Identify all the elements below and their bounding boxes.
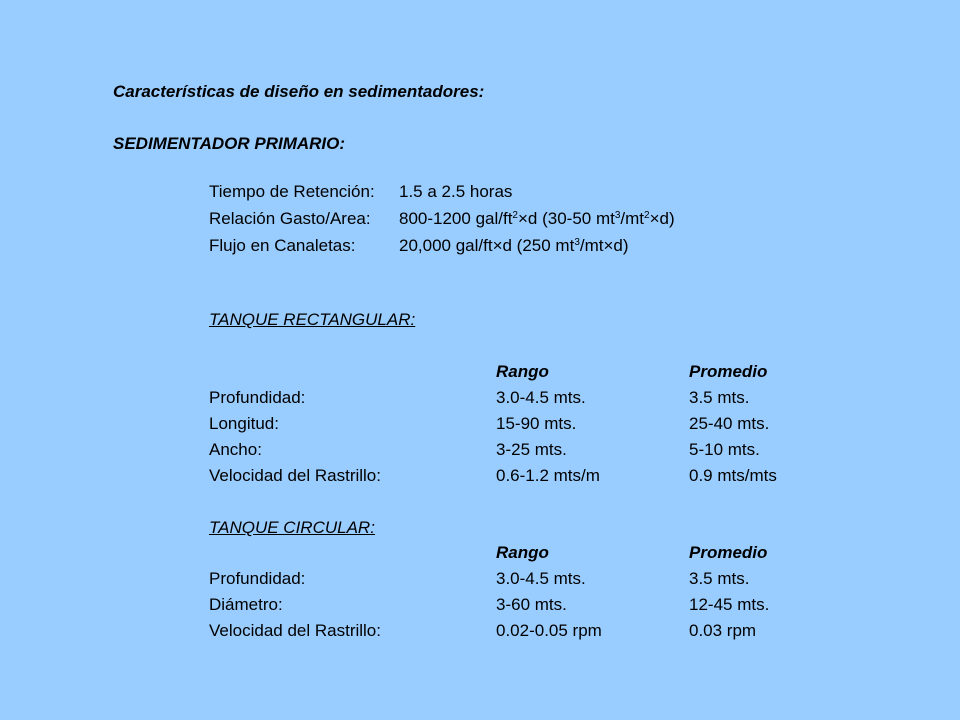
param-value-retention: 1.5 a 2.5 horas — [399, 182, 513, 201]
rect-row-average: 25-40 mts. — [689, 414, 770, 433]
rect-row-label: Velocidad del Rastrillo: — [209, 466, 381, 485]
param-label-retention: Tiempo de Retención: — [209, 182, 375, 201]
circ-row-label: Diámetro: — [209, 595, 283, 614]
param-value-flow-area: 800-1200 gal/$ft^2\times d$ (30-50 $mt^3/mt^2\times d$) — [399, 209, 675, 228]
circ-row-label: Profundidad: — [209, 569, 306, 588]
circ-row-average: 3.5 mts. — [689, 569, 750, 588]
circ-row-average: 12-45 mts. — [689, 595, 770, 614]
rect-tank-heading: TANQUE RECTANGULAR: — [209, 310, 416, 329]
circ-row-range: 0.02-0.05 rpm — [496, 621, 602, 640]
rect-row-average: 5-10 mts. — [689, 440, 760, 459]
rect-row-range: 0.6-1.2 mts/m — [496, 466, 600, 485]
circ-col-average: Promedio — [689, 543, 768, 562]
rect-row-label: Profundidad: — [209, 388, 306, 407]
page-title: Características de diseño en sedimentadores: — [113, 82, 485, 101]
rect-col-range: Rango — [496, 362, 549, 381]
rect-row-average: 3.5 mts. — [689, 388, 750, 407]
circ-row-range: 3.0-4.5 mts. — [496, 569, 586, 588]
circ-col-range: Rango — [496, 543, 549, 562]
section-heading-primary: SEDIMENTADOR PRIMARIO: — [113, 134, 346, 153]
rect-row-range: 3-25 mts. — [496, 440, 567, 459]
circ-row-range: 3-60 mts. — [496, 595, 567, 614]
param-value-channel-flow: 20,000 gal/ft×d (250 $mt^3/mt\times d$) — [399, 236, 629, 255]
rect-row-range: 3.0-4.5 mts. — [496, 388, 586, 407]
rect-col-average: Promedio — [689, 362, 768, 381]
param-label-channel-flow: Flujo en Canaletas: — [209, 236, 356, 255]
rect-row-label: Longitud: — [209, 414, 279, 433]
circ-row-label: Velocidad del Rastrillo: — [209, 621, 381, 640]
rect-row-average: 0.9 mts/mts — [689, 466, 777, 485]
circ-tank-heading: TANQUE CIRCULAR: — [209, 518, 375, 537]
rect-row-range: 15-90 mts. — [496, 414, 577, 433]
param-label-flow-area: Relación Gasto/Area: — [209, 209, 371, 228]
circ-row-average: 0.03 rpm — [689, 621, 757, 640]
rect-row-label: Ancho: — [209, 440, 262, 459]
